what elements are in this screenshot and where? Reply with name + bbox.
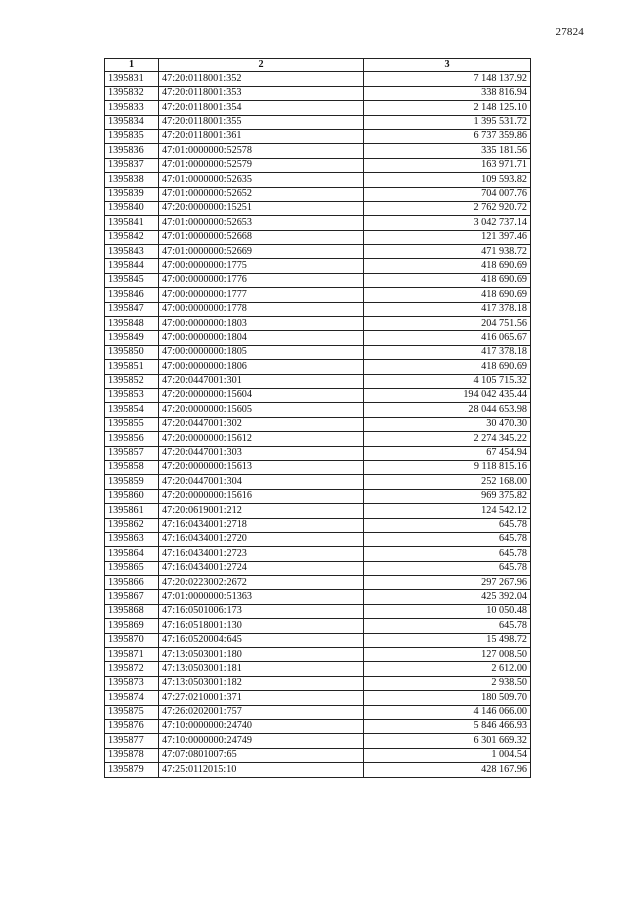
table-row <box>105 648 531 662</box>
row-number: 1395836 <box>105 144 159 158</box>
registry-table <box>104 58 531 778</box>
cadastral-value: 9 118 815.16 <box>364 460 531 474</box>
row-number: 1395841 <box>105 216 159 230</box>
cadastral-number: 47:20:0000000:15604 <box>159 389 364 403</box>
cadastral-number: 47:20:0223002:2672 <box>159 576 364 590</box>
cadastral-number: 47:10:0000000:24749 <box>159 734 364 748</box>
page-number: 27824 <box>555 26 584 38</box>
cadastral-value: 418 690.69 <box>364 273 531 287</box>
cadastral-value: 645.78 <box>364 547 531 561</box>
table-row <box>105 417 531 431</box>
table-row <box>105 389 531 403</box>
table-row <box>105 532 531 546</box>
row-number: 1395870 <box>105 633 159 647</box>
table-row <box>105 547 531 561</box>
cadastral-value: 969 375.82 <box>364 489 531 503</box>
table-row <box>105 676 531 690</box>
table-row <box>105 504 531 518</box>
row-number: 1395831 <box>105 72 159 86</box>
cadastral-value: 28 044 653.98 <box>364 403 531 417</box>
row-number: 1395849 <box>105 331 159 345</box>
cadastral-value: 297 267.96 <box>364 576 531 590</box>
cadastral-number: 47:01:0000000:52668 <box>159 230 364 244</box>
cadastral-value: 425 392.04 <box>364 590 531 604</box>
row-number: 1395848 <box>105 317 159 331</box>
table-row <box>105 619 531 633</box>
table-row <box>105 604 531 618</box>
table-row <box>105 360 531 374</box>
cadastral-value: 645.78 <box>364 619 531 633</box>
row-number: 1395858 <box>105 460 159 474</box>
table-row <box>105 374 531 388</box>
cadastral-value: 645.78 <box>364 561 531 575</box>
cadastral-number: 47:00:0000000:1778 <box>159 302 364 316</box>
row-number: 1395856 <box>105 432 159 446</box>
cadastral-value: 1 395 531.72 <box>364 115 531 129</box>
cadastral-number: 47:01:0000000:52579 <box>159 158 364 172</box>
row-number: 1395843 <box>105 245 159 259</box>
table-row <box>105 719 531 733</box>
table-row <box>105 561 531 575</box>
table-row <box>105 230 531 244</box>
row-number: 1395875 <box>105 705 159 719</box>
cadastral-number: 47:01:0000000:52635 <box>159 173 364 187</box>
cadastral-number: 47:01:0000000:51363 <box>159 590 364 604</box>
row-number: 1395850 <box>105 345 159 359</box>
table-row <box>105 101 531 115</box>
cadastral-number: 47:20:0118001:354 <box>159 101 364 115</box>
cadastral-value: 252 168.00 <box>364 475 531 489</box>
cadastral-number: 47:01:0000000:52653 <box>159 216 364 230</box>
cadastral-number: 47:00:0000000:1776 <box>159 273 364 287</box>
cadastral-value: 2 612.00 <box>364 662 531 676</box>
cadastral-value: 5 846 466.93 <box>364 719 531 733</box>
row-number: 1395845 <box>105 273 159 287</box>
cadastral-value: 4 105 715.32 <box>364 374 531 388</box>
cadastral-value: 67 454.94 <box>364 446 531 460</box>
cadastral-number: 47:20:0447001:302 <box>159 417 364 431</box>
row-number: 1395855 <box>105 417 159 431</box>
table-row <box>105 259 531 273</box>
cadastral-number: 47:16:0518001:130 <box>159 619 364 633</box>
cadastral-value: 645.78 <box>364 532 531 546</box>
row-number: 1395837 <box>105 158 159 172</box>
table-row <box>105 245 531 259</box>
table-body <box>105 72 531 777</box>
table-row <box>105 460 531 474</box>
row-number: 1395873 <box>105 676 159 690</box>
table-row <box>105 662 531 676</box>
row-number: 1395867 <box>105 590 159 604</box>
cadastral-number: 47:20:0000000:15613 <box>159 460 364 474</box>
table-row <box>105 72 531 86</box>
cadastral-number: 47:26:0202001:757 <box>159 705 364 719</box>
table-row <box>105 576 531 590</box>
row-number: 1395864 <box>105 547 159 561</box>
row-number: 1395862 <box>105 518 159 532</box>
cadastral-number: 47:20:0118001:355 <box>159 115 364 129</box>
table-row <box>105 475 531 489</box>
row-number: 1395869 <box>105 619 159 633</box>
cadastral-value: 335 181.56 <box>364 144 531 158</box>
cadastral-number: 47:20:0118001:353 <box>159 86 364 100</box>
row-number: 1395866 <box>105 576 159 590</box>
cadastral-value: 417 378.18 <box>364 345 531 359</box>
table-row <box>105 158 531 172</box>
cadastral-number: 47:00:0000000:1777 <box>159 288 364 302</box>
cadastral-value: 10 050.48 <box>364 604 531 618</box>
cadastral-value: 645.78 <box>364 518 531 532</box>
table-row <box>105 288 531 302</box>
table-row <box>105 489 531 503</box>
row-number: 1395874 <box>105 691 159 705</box>
cadastral-number: 47:20:0000000:15612 <box>159 432 364 446</box>
cadastral-value: 704 007.76 <box>364 187 531 201</box>
table-row <box>105 187 531 201</box>
table-row <box>105 633 531 647</box>
cadastral-number: 47:00:0000000:1775 <box>159 259 364 273</box>
cadastral-number: 47:01:0000000:52652 <box>159 187 364 201</box>
row-number: 1395851 <box>105 360 159 374</box>
row-number: 1395847 <box>105 302 159 316</box>
row-number: 1395863 <box>105 532 159 546</box>
cadastral-number: 47:20:0000000:15605 <box>159 403 364 417</box>
table-row <box>105 201 531 215</box>
cadastral-number: 47:16:0501006:173 <box>159 604 364 618</box>
cadastral-value: 121 397.46 <box>364 230 531 244</box>
cadastral-number: 47:20:0000000:15616 <box>159 489 364 503</box>
row-number: 1395879 <box>105 763 159 777</box>
cadastral-number: 47:20:0447001:301 <box>159 374 364 388</box>
row-number: 1395834 <box>105 115 159 129</box>
table-row <box>105 432 531 446</box>
table-row <box>105 86 531 100</box>
cadastral-number: 47:20:0619001:212 <box>159 504 364 518</box>
table-row <box>105 129 531 143</box>
cadastral-number: 47:27:0210001:371 <box>159 691 364 705</box>
cadastral-number: 47:01:0000000:52578 <box>159 144 364 158</box>
cadastral-number: 47:20:0447001:303 <box>159 446 364 460</box>
cadastral-value: 2 938.50 <box>364 676 531 690</box>
table-header-row <box>105 59 531 72</box>
row-number: 1395878 <box>105 748 159 762</box>
row-number: 1395868 <box>105 604 159 618</box>
row-number: 1395833 <box>105 101 159 115</box>
cadastral-value: 428 167.96 <box>364 763 531 777</box>
cadastral-value: 204 751.56 <box>364 317 531 331</box>
column-header-2: 2 <box>159 59 364 72</box>
cadastral-number: 47:00:0000000:1806 <box>159 360 364 374</box>
cadastral-value: 30 470.30 <box>364 417 531 431</box>
cadastral-number: 47:20:0000000:15251 <box>159 201 364 215</box>
table-row <box>105 518 531 532</box>
cadastral-value: 471 938.72 <box>364 245 531 259</box>
row-number: 1395871 <box>105 648 159 662</box>
cadastral-number: 47:25:0112015:10 <box>159 763 364 777</box>
row-number: 1395840 <box>105 201 159 215</box>
row-number: 1395857 <box>105 446 159 460</box>
cadastral-number: 47:20:0118001:361 <box>159 129 364 143</box>
row-number: 1395876 <box>105 719 159 733</box>
cadastral-number: 47:00:0000000:1805 <box>159 345 364 359</box>
row-number: 1395865 <box>105 561 159 575</box>
cadastral-number: 47:16:0434001:2720 <box>159 532 364 546</box>
table-row <box>105 446 531 460</box>
cadastral-value: 418 690.69 <box>364 259 531 273</box>
cadastral-value: 7 148 137.92 <box>364 72 531 86</box>
table-row <box>105 273 531 287</box>
cadastral-value: 418 690.69 <box>364 288 531 302</box>
cadastral-number: 47:16:0434001:2723 <box>159 547 364 561</box>
table-row <box>105 115 531 129</box>
cadastral-number: 47:13:0503001:182 <box>159 676 364 690</box>
row-number: 1395846 <box>105 288 159 302</box>
row-number: 1395872 <box>105 662 159 676</box>
row-number: 1395842 <box>105 230 159 244</box>
cadastral-number: 47:16:0520004:645 <box>159 633 364 647</box>
cadastral-value: 194 042 435.44 <box>364 389 531 403</box>
row-number: 1395838 <box>105 173 159 187</box>
table-row <box>105 216 531 230</box>
row-number: 1395877 <box>105 734 159 748</box>
table-row <box>105 734 531 748</box>
row-number: 1395835 <box>105 129 159 143</box>
cadastral-value: 3 042 737.14 <box>364 216 531 230</box>
cadastral-value: 6 737 359.86 <box>364 129 531 143</box>
cadastral-number: 47:16:0434001:2718 <box>159 518 364 532</box>
cadastral-value: 338 816.94 <box>364 86 531 100</box>
cadastral-value: 4 146 066.00 <box>364 705 531 719</box>
cadastral-value: 1 004.54 <box>364 748 531 762</box>
table-row <box>105 748 531 762</box>
row-number: 1395861 <box>105 504 159 518</box>
row-number: 1395854 <box>105 403 159 417</box>
cadastral-value: 163 971.71 <box>364 158 531 172</box>
row-number: 1395844 <box>105 259 159 273</box>
cadastral-value: 124 542.12 <box>364 504 531 518</box>
cadastral-value: 15 498.72 <box>364 633 531 647</box>
cadastral-number: 47:20:0447001:304 <box>159 475 364 489</box>
table-row <box>105 331 531 345</box>
cadastral-number: 47:00:0000000:1804 <box>159 331 364 345</box>
cadastral-number: 47:10:0000000:24740 <box>159 719 364 733</box>
cadastral-value: 180 509.70 <box>364 691 531 705</box>
cadastral-value: 2 274 345.22 <box>364 432 531 446</box>
cadastral-value: 127 008.50 <box>364 648 531 662</box>
cadastral-value: 6 301 669.32 <box>364 734 531 748</box>
table-row <box>105 763 531 777</box>
row-number: 1395859 <box>105 475 159 489</box>
table-row <box>105 345 531 359</box>
cadastral-value: 418 690.69 <box>364 360 531 374</box>
column-header-3: 3 <box>364 59 531 72</box>
cadastral-number: 47:20:0118001:352 <box>159 72 364 86</box>
table-row <box>105 705 531 719</box>
cadastral-number: 47:07:0801007:65 <box>159 748 364 762</box>
row-number: 1395853 <box>105 389 159 403</box>
row-number: 1395832 <box>105 86 159 100</box>
cadastral-value: 2 148 125.10 <box>364 101 531 115</box>
table-row <box>105 302 531 316</box>
cadastral-number: 47:13:0503001:181 <box>159 662 364 676</box>
cadastral-number: 47:00:0000000:1803 <box>159 317 364 331</box>
table-row <box>105 590 531 604</box>
row-number: 1395860 <box>105 489 159 503</box>
cadastral-value: 109 593.82 <box>364 173 531 187</box>
cadastral-number: 47:13:0503001:180 <box>159 648 364 662</box>
column-header-1: 1 <box>105 59 159 72</box>
table-row <box>105 691 531 705</box>
row-number: 1395839 <box>105 187 159 201</box>
table-row <box>105 317 531 331</box>
cadastral-number: 47:01:0000000:52669 <box>159 245 364 259</box>
table-row <box>105 173 531 187</box>
table-row <box>105 403 531 417</box>
cadastral-value: 2 762 920.72 <box>364 201 531 215</box>
cadastral-value: 416 065.67 <box>364 331 531 345</box>
row-number: 1395852 <box>105 374 159 388</box>
cadastral-value: 417 378.18 <box>364 302 531 316</box>
table-row <box>105 144 531 158</box>
cadastral-number: 47:16:0434001:2724 <box>159 561 364 575</box>
